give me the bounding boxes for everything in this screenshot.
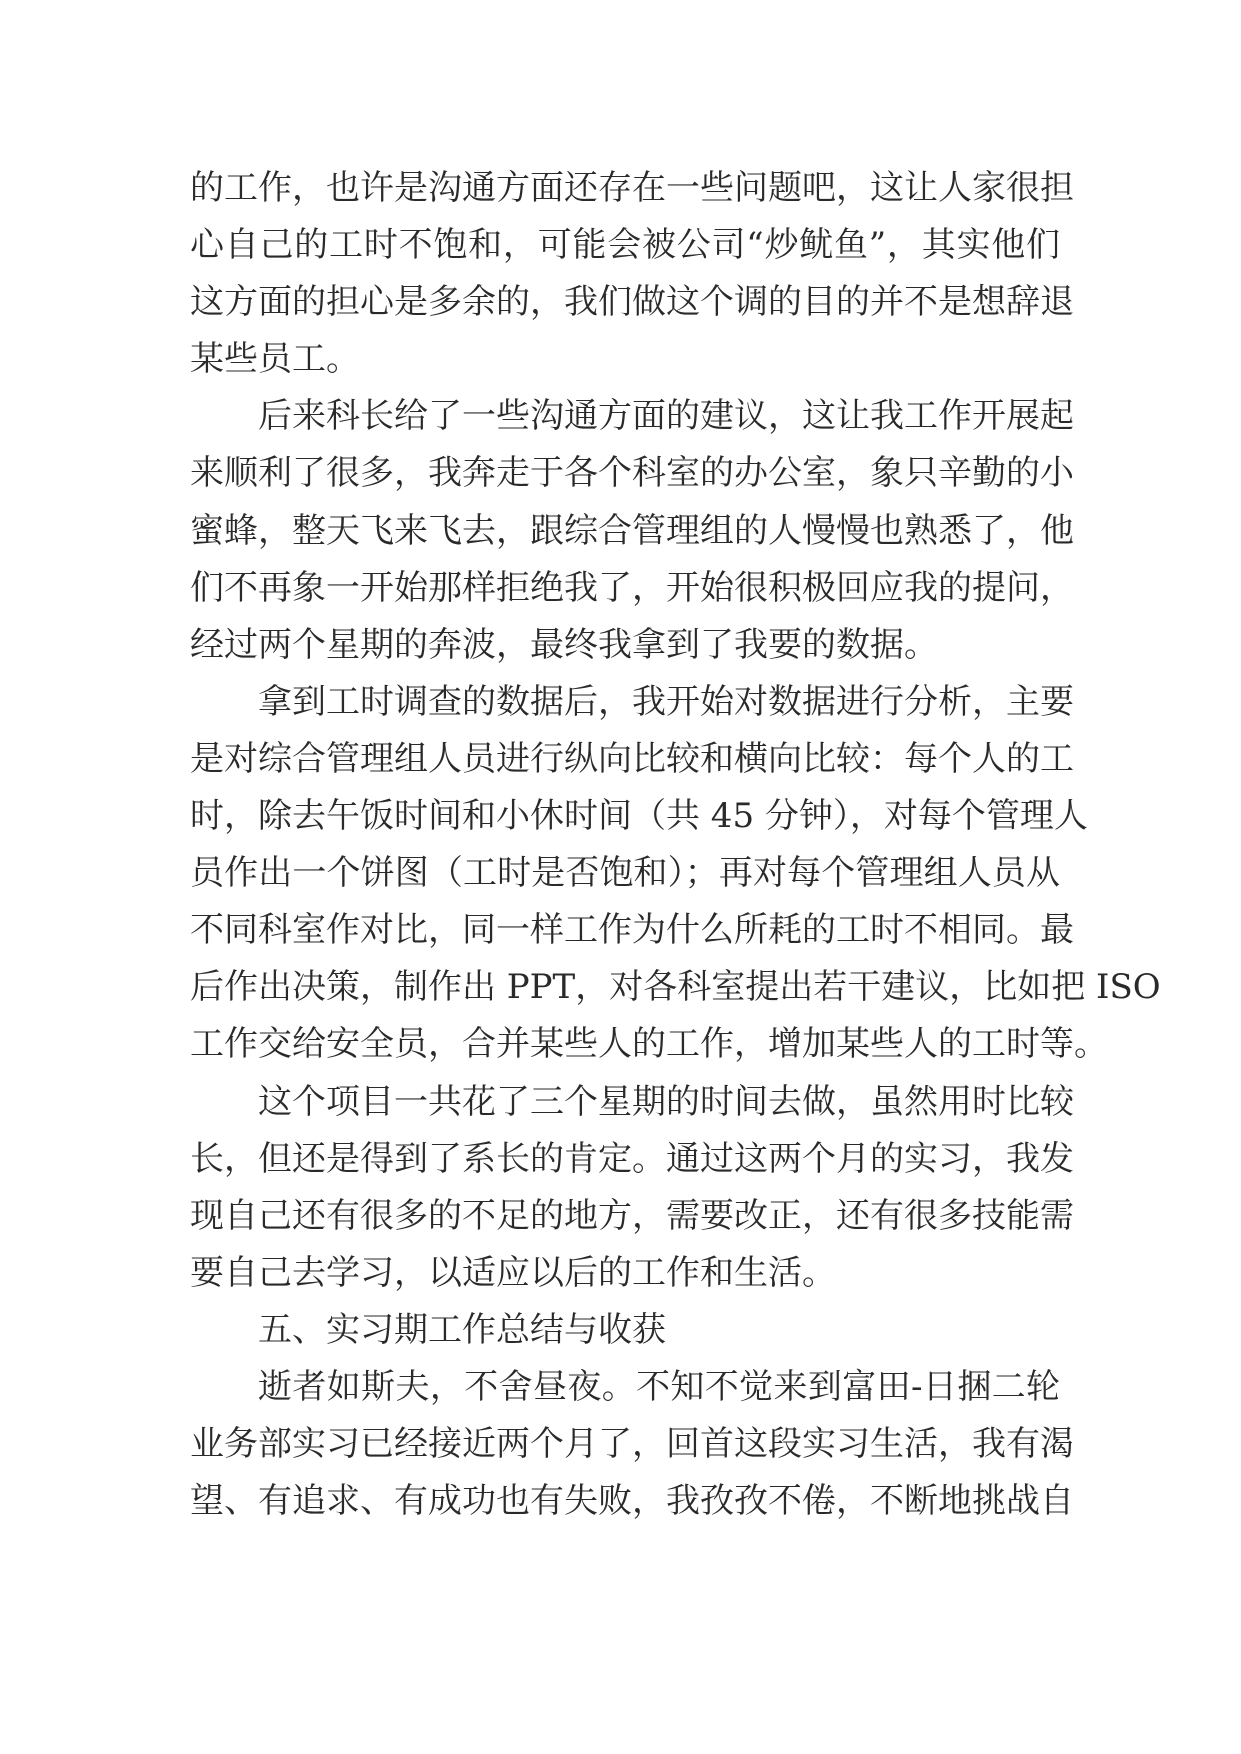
text-line: 心自己的工时不饱和，可能会被公司“炒鱿鱼”，其实他们: [190, 225, 1060, 266]
text-line: 业务部实习已经接近两个月了，回首这段实习生活，我有渴: [190, 1424, 1074, 1465]
text-line: 来顺利了很多，我奔走于各个科室的办公室，象只辛勤的小: [190, 453, 1074, 494]
text-line: 蜜蜂，整天飞来飞去，跟综合管理组的人慢慢也熟悉了，他: [190, 510, 1074, 551]
text-line: 要自己去学习，以适应以后的工作和生活。: [190, 1252, 836, 1293]
section-heading: 五、实习期工作总结与收获: [258, 1309, 666, 1350]
text-line: 后作出决策，制作出 PPT，对各科室提出若干建议，比如把 ISO: [190, 967, 1161, 1008]
text-line: 员作出一个饼图（工时是否饱和）；再对每个管理组人员从: [190, 853, 1060, 894]
text-line: 长，但还是得到了系长的肯定。通过这两个月的实习，我发: [190, 1138, 1074, 1179]
text-line: 现自己还有很多的不足的地方，需要改正，还有很多技能需: [190, 1195, 1074, 1236]
text-line: 逝者如斯夫，不舍昼夜。不知不觉来到富田-日捆二轮: [258, 1366, 1060, 1407]
text-line: 是对综合管理组人员进行纵向比较和横向比较：每个人的工: [190, 738, 1074, 779]
text-line: 拿到工时调查的数据后，我开始对数据进行分析，主要: [258, 681, 1074, 722]
text-line: 经过两个星期的奔波，最终我拿到了我要的数据。: [190, 624, 938, 665]
text-line: 某些员工。: [190, 339, 360, 380]
text-line: 时，除去午饭时间和小休时间（共 45 分钟），对每个管理人: [190, 796, 1088, 837]
text-line: 的工作，也许是沟通方面还存在一些问题吧，这让人家很担: [190, 168, 1074, 208]
text-line: 不同科室作对比，同一样工作为什么所耗的工时不相同。最: [190, 910, 1074, 951]
text-line: 们不再象一开始那样拒绝我了，开始很积极回应我的提问，: [190, 567, 1074, 608]
text-line: 这方面的担心是多余的，我们做这个调的目的并不是想辞退: [190, 282, 1074, 323]
body-text: [190, 160, 1161, 1530]
text-line: 工作交给安全员，合并某些人的工作，增加某些人的工时等。: [190, 1024, 1108, 1065]
text-line: 后来科长给了一些沟通方面的建议，这让我工作开展起: [258, 396, 1074, 437]
text-line: 望、有追求、有成功也有失败，我孜孜不倦，不断地挑战自: [190, 1481, 1074, 1522]
text-line: 这个项目一共花了三个星期的时间去做，虽然用时比较: [258, 1081, 1074, 1122]
